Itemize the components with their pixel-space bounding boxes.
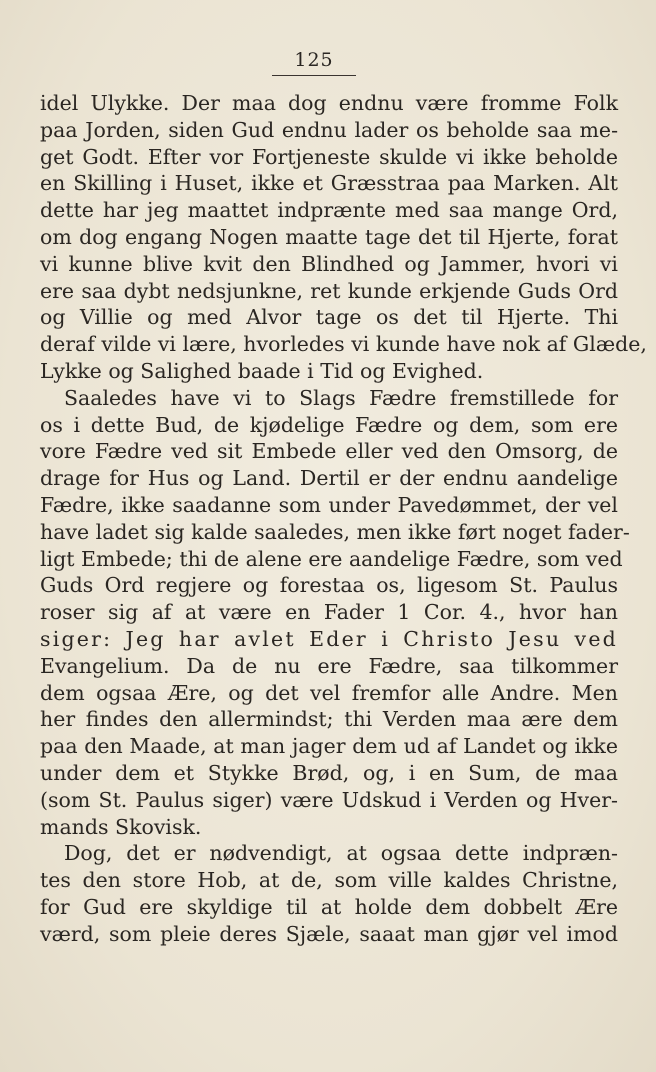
text-line: paa Jorden, siden Gud endnu lader os beholde saa me- — [40, 117, 618, 142]
text-line: idel Ulykke. Der maa dog endnu være fromme Folk — [40, 91, 618, 115]
text-line: under dem et Stykke Brød, og, i en Sum, de maa — [40, 760, 618, 785]
text-line: ere saa dybt nedsjunkne, ret kunde erkjende Guds Ord — [40, 278, 618, 303]
text-line: en Skilling i Huset, ikke et Græsstraa paa Marken. Alt — [40, 171, 618, 196]
text-line: os i dette Bud, de kjødelige Fædre og dem, som ere — [40, 412, 618, 437]
text-line: værd, som pleie deres Sjæle, saaat man gjør vel imod — [40, 921, 618, 946]
text-line: og Villie og med Alvor tage os det til Hjerte. Thi — [40, 305, 618, 330]
text-line: Saaledes have vi to Slags Fædre fremstillede for — [64, 385, 618, 410]
text-line: Guds Ord regjere og forestaa os, ligesom St. Paulus — [40, 573, 618, 598]
text-line: get Godt. Efter vor Fortjeneste skulde vi ikke beholde — [40, 144, 618, 169]
text-line: (som St. Paulus siger) være Udskud i Verden og Hver- — [40, 787, 618, 812]
text-line: dette har jeg maattet indprænte med saa mange Ord, — [40, 198, 618, 223]
page-number: 125 — [294, 49, 334, 71]
text-line: siger: Jeg har avlet Eder i Christo Jesu ved — [40, 626, 618, 651]
text-line: have ladet sig kalde saaledes, men ikke ført noget fader- — [40, 519, 630, 544]
text-line: Dog, det er nødvendigt, at ogsaa dette indpræn- — [64, 841, 618, 866]
text-line: tes den store Hob, at de, som ville kaldes Christne, — [40, 868, 618, 893]
text-line: om dog engang Nogen maatte tage det til Hjerte, forat — [40, 224, 618, 249]
text-line: Evangelium. Da de nu ere Fædre, saa tilkommer — [40, 653, 618, 678]
text-line: vi kunne blive kvit den Blindhed og Jammer, hvori vi — [40, 251, 618, 276]
text-line: dem ogsaa Ære, og det vel fremfor alle Andre. Men — [40, 680, 618, 705]
text-line: Lykke og Salighed baade i Tid og Evighed. — [40, 358, 484, 383]
text-line: her findes den allermindst; thi Verden maa ære dem — [40, 707, 618, 732]
text-line: ligt Embede; thi de alene ere aandelige Fædre, som ved — [40, 546, 623, 571]
header-rule — [272, 75, 356, 76]
text-line: mands Skovisk. — [40, 814, 202, 839]
text-line: deraf vilde vi lære, hvorledes vi kunde have nok af Glæde, — [40, 332, 647, 357]
page-header — [272, 48, 356, 76]
body-text — [40, 90, 647, 948]
text-line: paa den Maade, at man jager dem ud af Landet og ikke — [40, 734, 618, 759]
text-line: Fædre, ikke saadanne som under Pavedømmet, der vel — [40, 492, 618, 517]
text-line: drage for Hus og Land. Dertil er der endnu aandelige — [40, 466, 618, 491]
text-line: for Gud ere skyldige til at holde dem dobbelt Ære — [40, 894, 618, 919]
text-line: vore Fædre ved sit Embede eller ved den Omsorg, de — [40, 439, 618, 464]
text-line: roser sig af at være en Fader 1 Cor. 4., hvor han — [40, 600, 618, 625]
